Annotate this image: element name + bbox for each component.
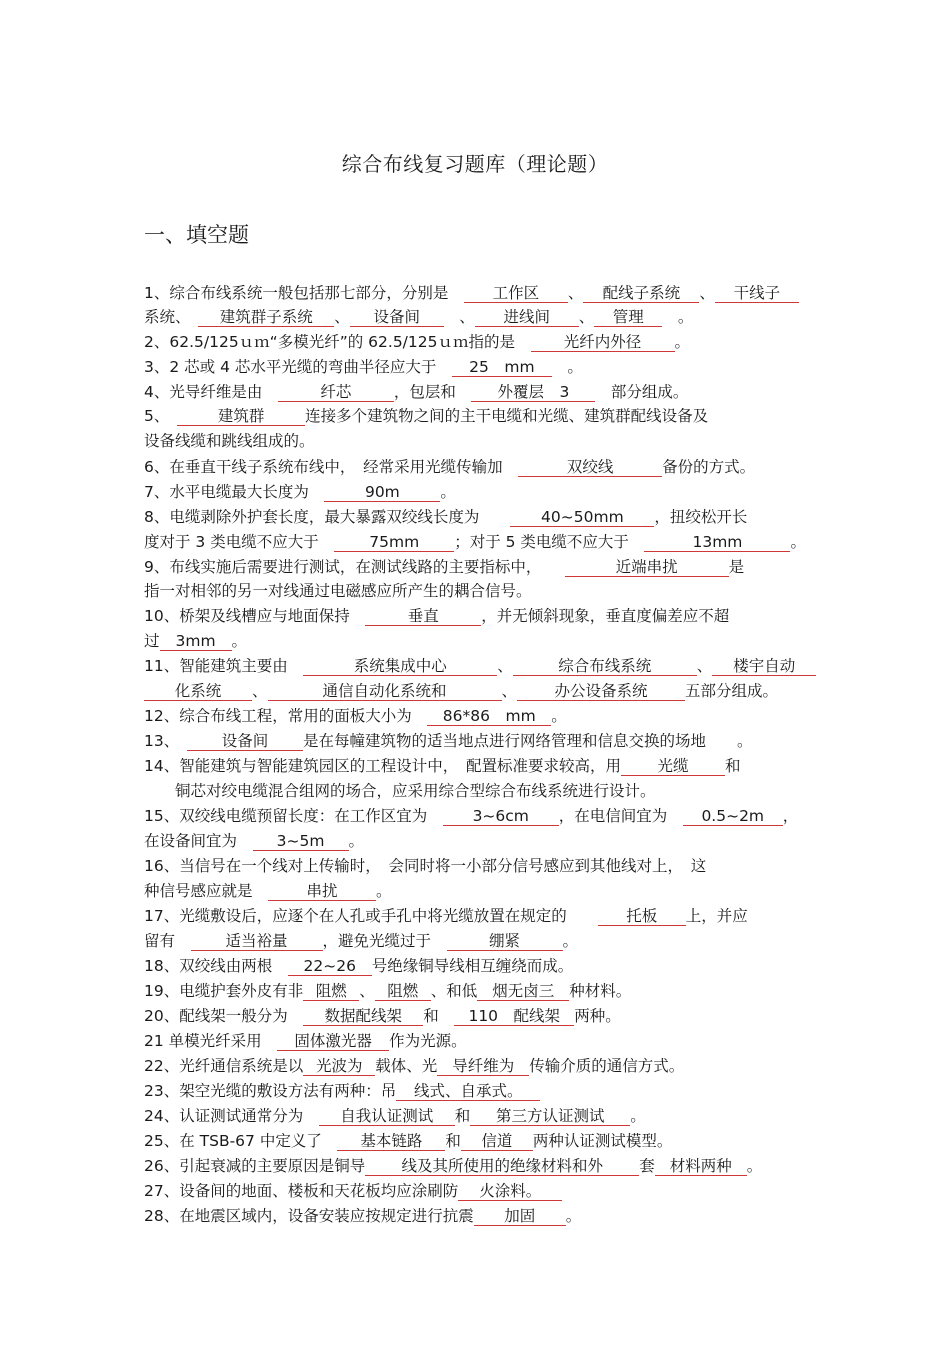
question-text: 上，并应: [685, 907, 748, 925]
answer-blank: 办公设备系统: [517, 682, 685, 701]
answer-blank: 火涂料。: [458, 1182, 562, 1201]
question-line: [144, 332, 808, 352]
question-text: 7、水平电缆最大长度为: [144, 483, 325, 501]
answer-blank: 干线子: [715, 284, 799, 303]
answer-blank: 线式、自承式。: [396, 1082, 540, 1101]
question-line: [144, 557, 808, 577]
answer-blank: 托板: [598, 907, 686, 926]
question-text: 设备线缆和跳线组成的。: [144, 432, 315, 450]
question-line: [144, 532, 808, 552]
answer-blank: 适当裕量: [191, 932, 323, 951]
answer-blank: 信道: [461, 1132, 533, 1151]
question-text: 22、光纤通信系统是以: [144, 1057, 304, 1075]
question-text: 13、: [144, 732, 187, 750]
question-line: [144, 781, 808, 801]
answer-blank: 综合布线系统: [513, 657, 697, 676]
answer-blank: 自我认证测试: [319, 1107, 455, 1126]
answer-blank: 系统集成中心: [303, 657, 497, 676]
answer-blank: 86*86 mm: [427, 707, 551, 726]
answer-blank: 双绞线: [518, 458, 662, 477]
answer-blank: 阻燃: [375, 982, 431, 1001]
question-text: 系统、: [144, 308, 199, 326]
question-text: 21 单模光纤采用: [144, 1032, 278, 1050]
question-text: 23、架空光缆的敷设方法有两种：吊: [144, 1082, 397, 1100]
question-text: 14、智能建筑与智能建筑园区的工程设计中， 配置标准要求较高，用: [144, 757, 621, 775]
question-text: 传输介质的通信方式。: [529, 1057, 685, 1075]
question-text: 和: [423, 1007, 455, 1025]
question-text: 部分组成。: [595, 383, 689, 401]
answer-blank: 阻燃: [303, 982, 359, 1001]
answer-blank: 楼宇自动: [712, 657, 816, 676]
question-text: 。: [565, 1207, 582, 1225]
question-text: 10、桥架及线槽应与地面保持: [144, 607, 366, 625]
answer-blank: 材料两种: [655, 1157, 747, 1176]
answer-blank: 固体激光器: [277, 1032, 389, 1051]
question-line: [144, 382, 808, 402]
answer-blank: 3~6cm: [443, 807, 559, 826]
question-line: [144, 1156, 808, 1176]
question-text: 连接多个建筑物之间的主干电缆和光缆、建筑群配线设备及: [305, 407, 709, 425]
answer-blank: 设备间: [350, 308, 444, 327]
question-text: 17、光缆敷设后，应逐个在人孔或手孔中将光缆放置在规定的: [144, 907, 598, 925]
question-text: 、: [699, 284, 715, 302]
question-text: 。: [551, 707, 567, 725]
question-text: 18、双绞线由两根: [144, 957, 288, 975]
question-text: 两种。: [574, 1007, 621, 1025]
answer-blank: 光纤内外径: [531, 333, 675, 352]
question-line: [144, 1206, 808, 1226]
answer-blank: 建筑群: [177, 407, 305, 426]
question-text: 。: [348, 832, 365, 850]
question-line: [144, 1006, 808, 1026]
question-text: 、: [501, 682, 518, 700]
answer-blank: 线及其所使用的绝缘材料和外: [365, 1157, 639, 1176]
answer-blank: 数据配线架: [303, 1007, 423, 1026]
question-text: 9、布线实施后需要进行测试，在测试线路的主要指标中，: [144, 558, 565, 576]
answer-blank: 垂直: [365, 607, 481, 626]
question-text: 在设备间宜为: [144, 832, 253, 850]
question-text: 过: [144, 632, 160, 650]
answer-blank: 烟无卤三: [477, 982, 569, 1001]
question-text: 、: [578, 308, 595, 326]
question-line: [144, 457, 808, 477]
question-text: 、: [252, 682, 268, 700]
question-line: [144, 731, 808, 751]
question-text: 2、62.5/125ｕｍ“多模光纤”的 62.5/125ｕｍ指的是: [144, 333, 531, 351]
answer-blank: 绷紧: [447, 932, 563, 951]
question-line: [144, 1106, 808, 1126]
answer-blank: 3~5m: [253, 832, 349, 851]
question-text: 。: [790, 533, 806, 551]
question-text: 载体、光: [375, 1057, 438, 1075]
question-line: [144, 831, 808, 851]
question-text: ，: [782, 807, 799, 825]
answer-blank: 光波为: [303, 1057, 375, 1076]
question-text: 26、引起衰减的主要原因是铜导: [144, 1157, 366, 1175]
answer-blank: 通信自动化系统和: [268, 682, 502, 701]
question-line: [144, 631, 808, 651]
question-text: ，在电信间宜为: [558, 807, 683, 825]
answer-blank: 导纤维为: [437, 1057, 529, 1076]
question-text: 15、双绞线电缆预留长度：在工作区宜为: [144, 807, 443, 825]
question-line: [144, 656, 808, 676]
question-text: ，扭绞松开长: [654, 508, 748, 526]
question-text: 五部分组成。: [685, 682, 779, 700]
question-line: [144, 956, 808, 976]
question-line: [144, 1131, 808, 1151]
answer-blank: 加固: [474, 1207, 566, 1226]
question-line: [144, 1081, 808, 1101]
answer-blank: 工作区: [464, 284, 568, 303]
question-text: 是: [728, 558, 745, 576]
question-text: 27、设备间的地面、楼板和天花板均应涂刷防: [144, 1182, 459, 1200]
question-line: [144, 856, 808, 876]
answer-blank: 串扰: [268, 882, 376, 901]
question-text: 。: [630, 1107, 646, 1125]
question-text: 备份的方式。: [662, 458, 756, 476]
question-text: 28、在地震区域内，设备安装应按规定进行抗震: [144, 1207, 474, 1225]
question-line: [144, 906, 808, 926]
question-text: 套: [639, 1157, 655, 1175]
question-text: 留有: [144, 932, 191, 950]
question-line: [144, 357, 808, 377]
question-text: ，避免光缆过于: [322, 932, 447, 950]
question-text: 。: [551, 358, 583, 376]
question-text: 铜芯对绞电缆混合组网的场合，应采用综合型综合布线系统进行设计。: [144, 782, 656, 800]
question-text: 、: [334, 308, 350, 326]
answer-blank: 第三方认证测试: [470, 1107, 630, 1126]
question-line: [144, 931, 808, 951]
question-text: 12、综合布线工程，常用的面板大小为: [144, 707, 428, 725]
question-text: 。: [662, 308, 694, 326]
question-text: 指一对相邻的另一对线通过电磁感应所产生的耦合信号。: [144, 582, 532, 600]
answer-blank: 建筑群子系统: [198, 308, 334, 327]
question-text: 种信号感应就是: [144, 882, 269, 900]
question-text: 16、当信号在一个线对上传输时， 会同时将一小部分信号感应到其他线对上， 这: [144, 857, 707, 875]
question-text: 8、电缆剥除外护套长度，最大暴露双绞线长度为: [144, 508, 511, 526]
question-line: [144, 881, 808, 901]
question-line: [144, 606, 808, 626]
question-line: [144, 1181, 808, 1201]
question-text: 和: [454, 1107, 471, 1125]
page-title: 综合布线复习题库（理论题）: [341, 152, 609, 176]
question-line: [144, 482, 808, 502]
question-line: [144, 681, 808, 701]
question-text: 19、电缆护套外皮有非: [144, 982, 304, 1000]
answer-blank: 近端串扰: [565, 558, 729, 577]
question-text: 、和低: [430, 982, 478, 1000]
question-text: 和: [724, 757, 741, 775]
question-text: 24、认证测试通常分为: [144, 1107, 319, 1125]
section-heading: 一、填空题: [144, 223, 249, 247]
question-line: [144, 806, 808, 826]
question-line: [144, 283, 808, 303]
answer-blank: 110 配线架: [454, 1007, 574, 1026]
question-text: ，包层和: [393, 383, 472, 401]
question-text: ，并无倾斜现象，垂直度偏差应不超: [481, 607, 730, 625]
answer-blank: 13mm: [644, 533, 790, 552]
question-text: 。: [231, 632, 248, 650]
answer-blank: 22~26: [288, 957, 372, 976]
question-line: [144, 981, 808, 1001]
question-text: 种材料。: [569, 982, 632, 1000]
answer-blank: 25 mm: [452, 358, 552, 377]
answer-blank: 0.5~2m: [683, 807, 783, 826]
answer-blank: 光缆: [621, 757, 725, 776]
answer-blank: 设备间: [187, 732, 303, 751]
question-line: [144, 706, 808, 726]
question-line: [144, 756, 808, 776]
question-line: [144, 581, 808, 601]
answer-blank: 管理: [594, 308, 662, 327]
answer-blank: 化系统: [144, 682, 252, 701]
question-text: 、: [696, 657, 713, 675]
answer-blank: 基本链路: [337, 1132, 445, 1151]
question-line: [144, 1031, 808, 1051]
answer-blank: 3mm: [160, 632, 232, 651]
answer-blank: 外覆层 3: [471, 383, 595, 402]
question-line: [144, 431, 808, 451]
question-text: 20、配线架一般分为: [144, 1007, 304, 1025]
question-text: 。: [562, 932, 579, 950]
question-text: 号绝缘铜导线相互缠绕而成。: [371, 957, 574, 975]
question-text: 两种认证测试模型。: [532, 1132, 673, 1150]
question-text: 25、在 TSB-67 中定义了: [144, 1132, 338, 1150]
question-text: 3、2 芯或 4 芯水平光缆的弯曲半径应大于: [144, 358, 452, 376]
question-text: 。: [376, 882, 392, 900]
question-text: 作为光源。: [389, 1032, 467, 1050]
question-text: 4、光导纤维是由: [144, 383, 278, 401]
question-text: 1、综合布线系统一般包括那七部分，分别是: [144, 284, 464, 302]
answer-blank: 纤芯: [278, 383, 394, 402]
question-text: 度对于 3 类电缆不应大于: [144, 533, 335, 551]
question-text: 和: [445, 1132, 461, 1150]
question-text: 。: [440, 483, 456, 501]
question-text: 6、在垂直干线子系统布线中， 经常采用光缆传输加: [144, 458, 519, 476]
question-line: [144, 507, 808, 527]
question-text: 。: [746, 1157, 763, 1175]
answer-blank: 配线子系统: [583, 284, 699, 303]
answer-blank: 75mm: [334, 533, 454, 552]
question-text: 、: [497, 657, 513, 675]
answer-blank: 40~50mm: [510, 508, 654, 527]
question-text: 是在每幢建筑物的适当地点进行网络管理和信息交换的场地 。: [302, 732, 753, 750]
question-text: 。: [674, 333, 691, 351]
answer-blank: 90m: [324, 483, 440, 502]
question-text: 11、智能建筑主要由: [144, 657, 304, 675]
question-line: [144, 1056, 808, 1076]
question-text: 5、: [144, 407, 178, 425]
question-text: 、: [567, 284, 584, 302]
question-text: 、: [359, 982, 375, 1000]
question-line: [144, 406, 808, 426]
answer-blank: 进线间: [475, 308, 579, 327]
question-line: [144, 307, 808, 327]
question-text: ；对于 5 类电缆不应大于: [454, 533, 645, 551]
question-text: 、: [443, 308, 475, 326]
